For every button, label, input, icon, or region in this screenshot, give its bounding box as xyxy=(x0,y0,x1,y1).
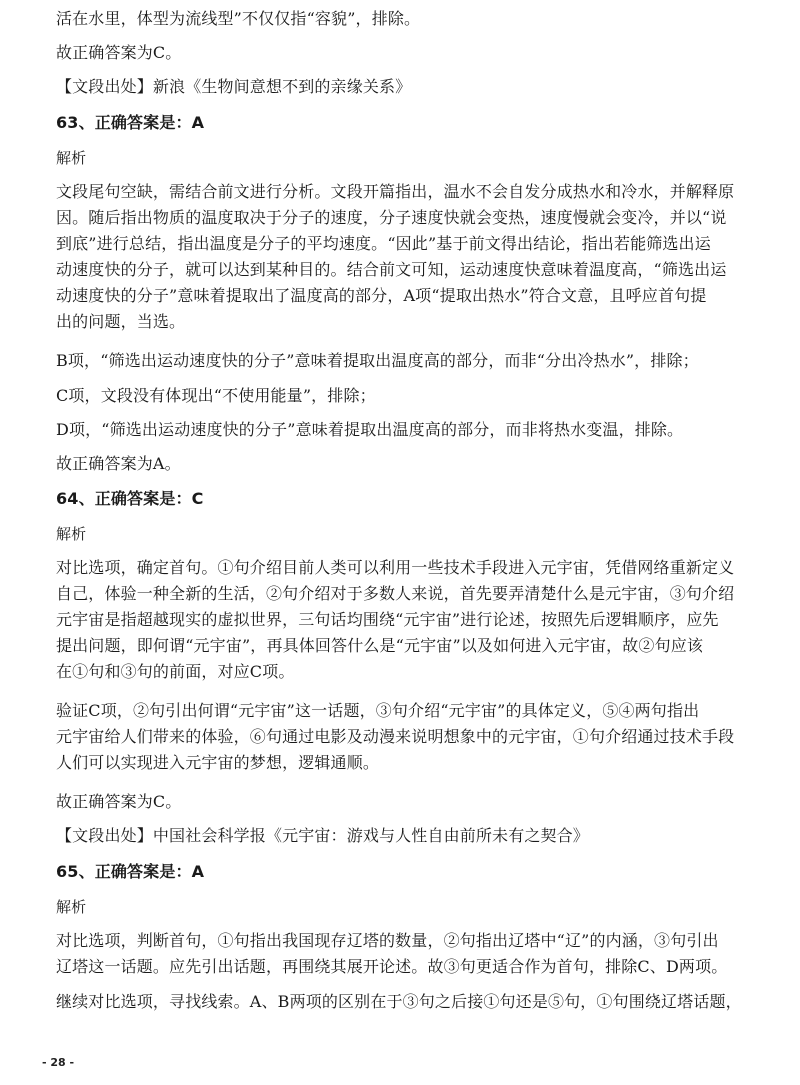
text-line: 到底”进行总结，指出温度是分子的平均速度。“因此”基于前文得出结论，指出若能筛选出运 xyxy=(56,234,711,253)
text-line: 人们可以实现进入元宇宙的梦想，逻辑通顺。 xyxy=(56,753,380,772)
answer-heading-65: 65、正确答案是：A xyxy=(56,862,205,881)
text-line: 对比选项，确定首句。①句介绍目前人类可以利用一些技术手段进入元宇宙，凭借网络重新定义 xyxy=(56,558,735,577)
text-line: 出的问题，当选。 xyxy=(56,312,186,331)
text-line: 辽塔这一话题。应先引出话题，再围绕其展开论述。故③句更适合作为首句，排除C、D两项。 xyxy=(56,957,728,976)
text-line: 提出问题，即何谓“元宇宙”，再具体回答什么是“元宇宙”以及如何进入元宇宙，故②句应该 xyxy=(56,636,704,655)
text-line: 继续对比选项，寻找线索。A、B两项的区别在于③句之后接①句还是⑤句，①句围绕辽塔话题， xyxy=(56,992,742,1011)
text-line: B项，“筛选出运动速度快的分子”意味着提取出温度高的部分，而非“分出冷热水”，排除； xyxy=(56,351,699,370)
text-line: C项，文段没有体现出“不使用能量”，排除； xyxy=(56,386,376,405)
text-line: 故正确答案为A。 xyxy=(56,454,181,473)
text-line: 对比选项，判断首句，①句指出我国现存辽塔的数量，②句指出辽塔中“辽”的内涵，③句引出 xyxy=(56,931,719,950)
text-line: D项，“筛选出运动速度快的分子”意味着提取出温度高的部分，而非将热水变温，排除。 xyxy=(56,420,684,439)
source-line: 【文段出处】新浪《生物间意想不到的亲缘关系》 xyxy=(56,77,412,96)
text-line: 因。随后指出物质的温度取决于分子的速度，分子速度快就会变热，速度慢就会变冷，并以“说 xyxy=(56,208,727,227)
source-line: 【文段出处】中国社会科学报《元宇宙：游戏与人性自由前所未有之契合》 xyxy=(56,826,589,845)
analysis-label: 解析 xyxy=(56,525,87,543)
analysis-label: 解析 xyxy=(56,149,87,167)
text-line: 活在水里，体型为流线型”不仅仅指“容貌”，排除。 xyxy=(56,9,421,28)
text-line: 动速度快的分子，就可以达到某种目的。结合前文可知，运动速度快意味着温度高，“筛选出运 xyxy=(56,260,727,279)
text-line: 元宇宙给人们带来的体验，⑥句通过电影及动漫来说明想象中的元宇宙，①句介绍通过技术手段 xyxy=(56,727,735,746)
answer-heading-63: 63、正确答案是：A xyxy=(56,113,205,132)
text-line: 在①句和③句的前面，对应C项。 xyxy=(56,662,295,681)
text-line: 文段尾句空缺，需结合前文进行分析。文段开篇指出，温水不会自发分成热水和冷水，并解释原 xyxy=(56,182,735,201)
text-line: 故正确答案为C。 xyxy=(56,792,182,811)
page-number: - 28 - xyxy=(42,1056,75,1069)
text-line: 故正确答案为C。 xyxy=(56,43,182,62)
analysis-label: 解析 xyxy=(56,898,87,916)
text-line: 验证C项，②句引出何谓“元宇宙”这一话题，③句介绍“元宇宙”的具体定义，⑤④两句指出 xyxy=(56,701,700,720)
answer-heading-64: 64、正确答案是：C xyxy=(56,489,204,508)
text-line: 元宇宙是指超越现实的虚拟世界，三句话均围绕“元宇宙”进行论述，按照先后逻辑顺序，应先 xyxy=(56,610,719,629)
text-line: 自己，体验一种全新的生活，②句介绍对于多数人来说，首先要弄清楚什么是元宇宙，③句介绍 xyxy=(56,584,735,603)
text-line: 动速度快的分子”意味着提取出了温度高的部分，A项“提取出热水”符合文意，且呼应首句提 xyxy=(56,286,707,305)
